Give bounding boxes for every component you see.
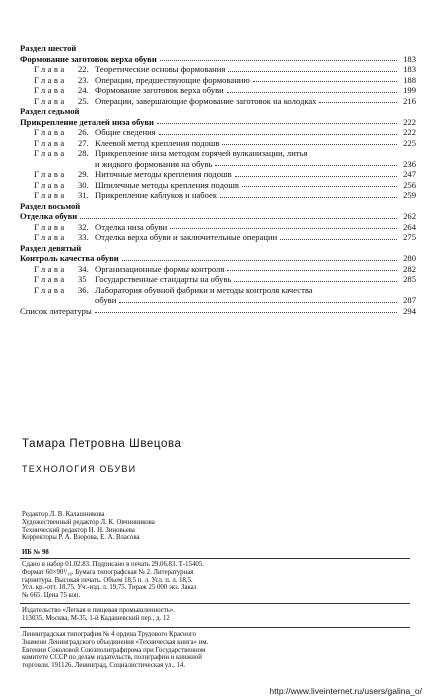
page-number: 222 — [403, 127, 416, 137]
chapter-number: 22. — [78, 64, 89, 74]
chapter-title-lastline — [95, 159, 416, 170]
dot-leader — [119, 302, 397, 303]
publisher-line: Издательство «Легкая и пищевая промышленность». — [22, 607, 175, 614]
dot-leader — [234, 281, 397, 282]
references-row — [20, 306, 416, 317]
dot-leader — [227, 270, 397, 271]
dot-leader — [235, 176, 397, 177]
toc-entry — [20, 264, 416, 275]
chapter-number: 25. — [78, 95, 89, 106]
dot-leader — [253, 81, 397, 82]
chapter-title-block — [95, 148, 416, 169]
toc-entry — [20, 180, 416, 191]
section-label: Раздел восьмой — [20, 200, 81, 211]
printer-info — [22, 631, 410, 670]
dot-leader — [80, 218, 397, 219]
toc-entry — [20, 148, 416, 169]
publication-details — [22, 561, 410, 600]
toc-entry — [20, 75, 416, 86]
page-number: 282 — [403, 263, 416, 274]
dot-leader — [157, 123, 397, 124]
chapter-label: Глава — [34, 221, 67, 232]
toc-entry — [20, 169, 416, 180]
toc-entry — [20, 232, 416, 243]
author-name: Тамара Петровна Швецова — [22, 438, 182, 450]
section-label: Раздел девятый — [20, 242, 82, 253]
watermark-url[interactable]: http://www.liveinternet.ru/users/galina_o/ — [269, 686, 422, 696]
chapter-label: Глава — [34, 232, 67, 242]
dot-leader — [95, 312, 397, 313]
chapter-title: Государственные стандарты на обувь — [95, 274, 232, 284]
page-number: 188 — [403, 74, 416, 85]
chapter-title: Теоретические основы формования — [95, 64, 226, 74]
chapter-number: 32. — [78, 221, 89, 232]
chapter-title: Общие сведения — [95, 127, 156, 137]
divider — [20, 558, 410, 559]
page-number: 199 — [403, 85, 416, 95]
page-number: 183 — [403, 53, 416, 64]
printer-line: Евгении Соколовой Союзполиграфпрома при Государственном — [22, 646, 206, 654]
editorial-credits — [22, 511, 155, 542]
dot-leader — [227, 92, 397, 93]
toc-entry — [20, 127, 416, 138]
printer-line: торговли. 191126, Ленинград, Социалистическая ул., 14. — [22, 662, 186, 670]
chapter-title-block — [95, 285, 416, 306]
divider — [20, 603, 410, 604]
toc-entry — [20, 64, 416, 75]
credit-line: Технический редактор Н. Н. Зиновьева — [22, 526, 135, 534]
dot-leader — [280, 239, 397, 240]
table-of-contents — [20, 43, 416, 316]
page-number: 225 — [403, 137, 416, 148]
toc-entry — [20, 274, 416, 285]
references-title: Список литературы — [20, 305, 92, 316]
imprint-line: № 665. Цена 75 коп. — [22, 592, 81, 600]
dot-leader — [319, 102, 397, 103]
toc-entry — [20, 190, 416, 201]
chapter-title: Ниточные методы крепления подошв — [95, 169, 232, 179]
chapter-number: 35 — [78, 274, 87, 284]
imprint-line: Формат 60×90¹/₁₆. Бумага типографская № 2. Литературная — [22, 568, 194, 576]
chapter-label: Глава — [34, 263, 67, 274]
publisher-line: 113035, Москва, М-35, 1-й Кадашевский пер., д. 12 — [22, 614, 170, 622]
section-title-row — [20, 253, 416, 264]
credit-line: Редактор Л. В. Калашникова — [22, 511, 105, 518]
section-title-row — [20, 117, 416, 128]
chapter-title: Отделка верха обуви и заключительные операции — [95, 232, 278, 242]
page-number: 256 — [403, 179, 416, 190]
dot-leader — [215, 165, 397, 166]
chapter-label: Глава — [34, 74, 67, 85]
chapter-number: 27. — [78, 137, 89, 148]
chapter-number: 33. — [78, 232, 89, 242]
toc-entry — [20, 138, 416, 149]
printer-line: Знамени Ленинградского объединения «Техническая книга» им. — [22, 638, 209, 646]
toc-entry — [20, 96, 416, 107]
chapter-label: Глава — [34, 95, 67, 106]
credit-line: Художественный редактор Л. К. Овчинникова — [22, 518, 155, 526]
dot-leader — [222, 144, 397, 145]
chapter-label: Глава — [34, 148, 67, 158]
chapter-label: Глава — [34, 179, 67, 190]
section-title: Отделка обуви — [20, 211, 78, 221]
chapter-title: Отделка низа обуви — [95, 221, 168, 232]
chapter-title-line: Лаборатория обувной фабрики и методы контроля качества — [95, 284, 313, 295]
printer-line: Ленинградская типография № 4 ордена Трудового Красного — [22, 631, 197, 638]
page-number: 294 — [403, 305, 416, 316]
chapter-number: 24. — [78, 85, 89, 95]
chapter-number: 31. — [78, 190, 89, 200]
page-number: 285 — [403, 274, 416, 284]
chapter-title: Операции, завершающие формование заготовок на колодках — [95, 95, 317, 106]
printer-line: комитете СССР по делам издательств, полиграфии и книжной — [22, 654, 202, 662]
chapter-number: 30. — [78, 179, 89, 190]
chapter-label: Глава — [34, 169, 67, 179]
chapter-number: 23. — [78, 74, 89, 85]
dot-leader — [242, 186, 397, 187]
chapter-title-line: обуви — [95, 295, 117, 305]
page-number: 280 — [403, 253, 416, 263]
chapter-label: Глава — [34, 64, 67, 74]
chapter-label: Глава — [34, 137, 67, 148]
chapter-title: Операции, предшествующие формованию — [95, 74, 250, 85]
chapter-title: Организационные формы контроля — [95, 263, 225, 274]
section-title: Прикрепление деталей низа обуви — [20, 116, 154, 127]
section-title: Формование заготовок верха обуви — [20, 53, 157, 64]
chapter-label: Глава — [34, 274, 67, 284]
dot-leader — [220, 197, 397, 198]
dot-leader — [228, 71, 397, 72]
chapter-title: Формование заготовок верха обуви — [95, 85, 224, 95]
chapter-number: 36. — [78, 284, 89, 295]
publisher-info — [22, 607, 175, 623]
imprint-line: гарнитура. Высокая печать. Объем 18,5 п. л. Усл. п. л. 18,5. — [22, 576, 193, 584]
section-title-row — [20, 54, 416, 65]
chapter-title: Клеевой метод крепления подошв — [95, 137, 220, 148]
section-title-row — [20, 211, 416, 222]
dot-leader — [160, 60, 397, 61]
chapter-title-lastline — [95, 295, 416, 306]
page-number: 275 — [403, 232, 416, 242]
chapter-title: Прикрепление каблуков и набоек — [95, 190, 218, 200]
page-number: 236 — [403, 158, 416, 169]
divider — [20, 627, 410, 628]
chapter-label: Глава — [34, 284, 67, 295]
page-number: 262 — [403, 211, 416, 221]
chapter-number: 29. — [78, 169, 89, 179]
page-number: 264 — [403, 221, 416, 232]
page-number: 287 — [403, 295, 416, 305]
page-number: 222 — [403, 116, 416, 127]
chapter-label: Глава — [34, 190, 67, 200]
dot-leader — [170, 228, 397, 229]
chapter-title: Шпилечные методы крепления подошв — [95, 179, 239, 190]
chapter-label: Глава — [34, 127, 67, 137]
chapter-title-line: и жидкого формования на обувь — [95, 158, 213, 169]
page-number: 247 — [403, 169, 416, 179]
ib-number: ИБ № 98 — [22, 549, 49, 556]
chapter-title-line: Прикрепление низа методом горячей вулканизации, литья — [95, 148, 308, 158]
toc-entry — [20, 85, 416, 96]
page-number: 216 — [403, 95, 416, 106]
section-label: Раздел седьмой — [20, 106, 80, 116]
book-title: ТЕХНОЛОГИЯ ОБУВИ — [22, 464, 137, 474]
credit-line: Корректоры Р. А. Взорова, Е. А. Власова — [22, 534, 140, 542]
dot-leader — [122, 260, 397, 261]
chapter-number: 34. — [78, 263, 89, 274]
toc-entry — [20, 285, 416, 306]
toc-entry — [20, 222, 416, 233]
section-title: Контроль качества обуви — [20, 253, 119, 263]
section-label: Раздел шестой — [20, 43, 77, 53]
page-number: 183 — [403, 64, 416, 74]
imprint-line: Усл. кр.-отт. 18,75. Уч.-изд. л. 19,75. Тираж 25 000 экз. Заказ — [22, 584, 197, 592]
chapter-number: 26. — [78, 127, 89, 137]
dot-leader — [159, 134, 397, 135]
chapter-label: Глава — [34, 85, 67, 95]
imprint-line: Сдано в набор 01.02.83. Подписано в печать 29.06.83. Т-15405. — [22, 561, 204, 568]
chapter-number: 28. — [78, 148, 89, 158]
page-number: 259 — [403, 190, 416, 200]
